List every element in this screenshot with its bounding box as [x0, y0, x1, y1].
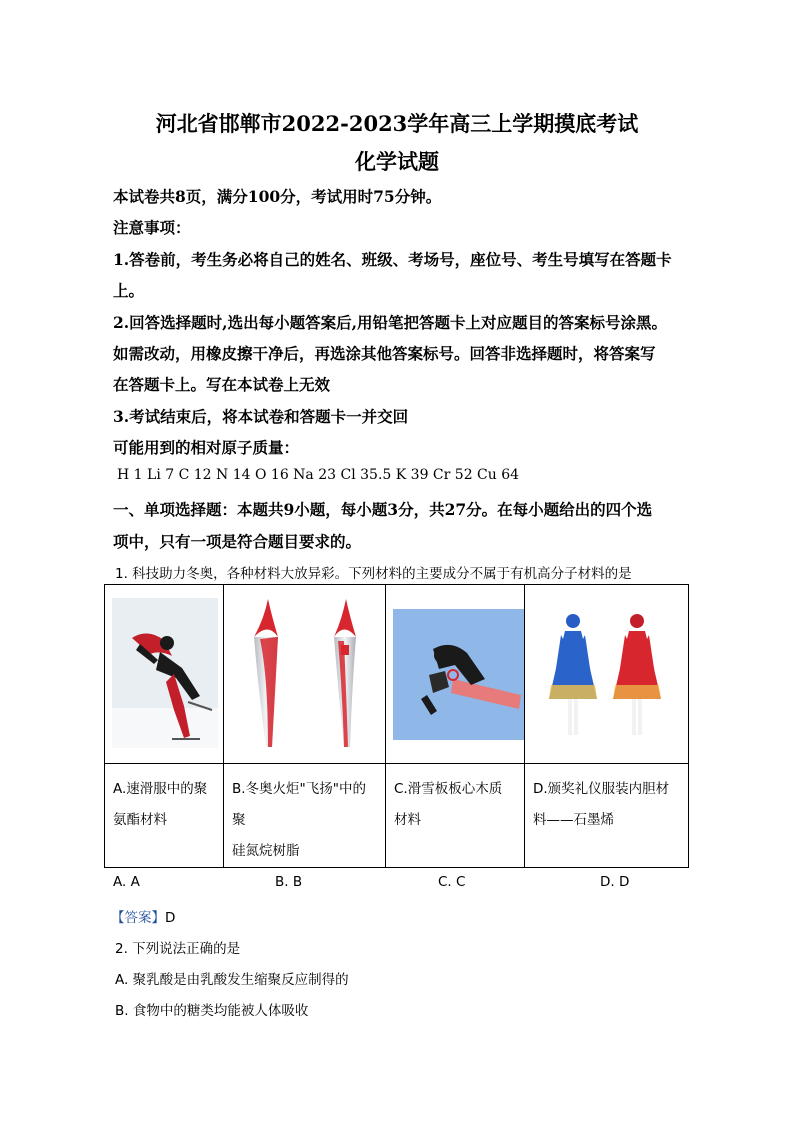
- speed-skater-image: [112, 598, 218, 748]
- option-b-image-cell: [224, 585, 386, 764]
- option-b-caption-line-2: 硅氮烷树脂: [232, 843, 300, 859]
- option-d-caption: [525, 764, 689, 868]
- exam-info: 本试卷共8页，满分100分，考试用时75分钟。: [113, 187, 442, 206]
- section-1-heading-line-1: 一、单项选择题：本题共9小题，每小题3分，共27分。在每小题给出的四个选: [113, 500, 653, 519]
- option-c-image-cell: [386, 585, 525, 764]
- option-a-caption-line-1: A.速滑服中的聚: [113, 781, 208, 797]
- option-d-image-cell: [525, 585, 689, 764]
- choice-b: B. B: [275, 874, 303, 890]
- olympic-torch-image: [238, 597, 376, 752]
- atomic-mass-list: H 1 Li 7 C 12 N 14 O 16 Na 23 Cl 35.5 K 39 Cr 52 Cu 64: [117, 467, 520, 483]
- page-subtitle: 化学试题: [355, 149, 439, 174]
- snowboarder-image: [393, 609, 524, 740]
- question-2-option-b: B. 食物中的糖类均能被人体吸收: [115, 1003, 309, 1019]
- choice-a: A. A: [113, 874, 140, 890]
- option-a-caption: [105, 764, 224, 868]
- choice-c: C. C: [438, 874, 466, 890]
- option-c-caption-line-2: 材料: [394, 812, 421, 828]
- note-2-line-2: 如需改动，用橡皮擦干净后，再选涂其他答案标号。回答非选择题时，将答案写: [113, 344, 656, 363]
- option-a-image-cell: [105, 585, 224, 764]
- notice-heading: 注意事项：: [113, 218, 191, 237]
- page-title: 河北省邯郸市2022-2023学年高三上学期摸底考试: [155, 111, 639, 136]
- answer-value: D: [165, 910, 176, 926]
- answer-label: 【答案】: [111, 910, 165, 926]
- question-1-options-table: [104, 584, 689, 868]
- option-d-caption-line-1: D.颁奖礼仪服装内胆材: [533, 781, 670, 797]
- note-1-line-1: 1.答卷前，考生务必将自己的姓名、班级、考场号，座位号、考生号填写在答题卡: [113, 250, 672, 269]
- choice-d: D. D: [600, 874, 630, 890]
- question-1-stem: 1. 科技助力冬奥，各种材料大放异彩。下列材料的主要成分不属于有机高分子材料的是: [115, 566, 632, 582]
- question-2-stem: 2. 下列说法正确的是: [115, 941, 241, 957]
- note-1-line-2: 上。: [113, 281, 145, 300]
- note-2-line-1: 2.回答选择题时,选出每小题答案后,用铅笔把答题卡上对应题目的答案标号涂黑。: [113, 313, 667, 332]
- note-3: 3.考试结束后，将本试卷和答题卡一并交回: [113, 407, 409, 426]
- option-d-caption-line-2: 料——石墨烯: [533, 812, 614, 828]
- option-b-caption: [224, 764, 386, 868]
- question-1-answer: [111, 906, 175, 926]
- option-a-caption-line-2: 氨酯材料: [113, 812, 167, 828]
- note-2-line-3: 在答题卡上。写在本试卷上无效: [113, 375, 331, 394]
- option-b-caption-line-1: B.冬奥火炬"飞扬"中的聚: [232, 781, 366, 828]
- atomic-mass-heading: 可能用到的相对原子质量：: [113, 438, 300, 457]
- option-c-caption: [386, 764, 525, 868]
- ceremony-costume-image: [541, 607, 671, 739]
- option-c-caption-line-1: C.滑雪板板心木质: [394, 781, 503, 797]
- question-2-option-a: A. 聚乳酸是由乳酸发生缩聚反应制得的: [115, 972, 349, 988]
- section-1-heading-line-2: 项中，只有一项是符合题目要求的。: [113, 532, 362, 551]
